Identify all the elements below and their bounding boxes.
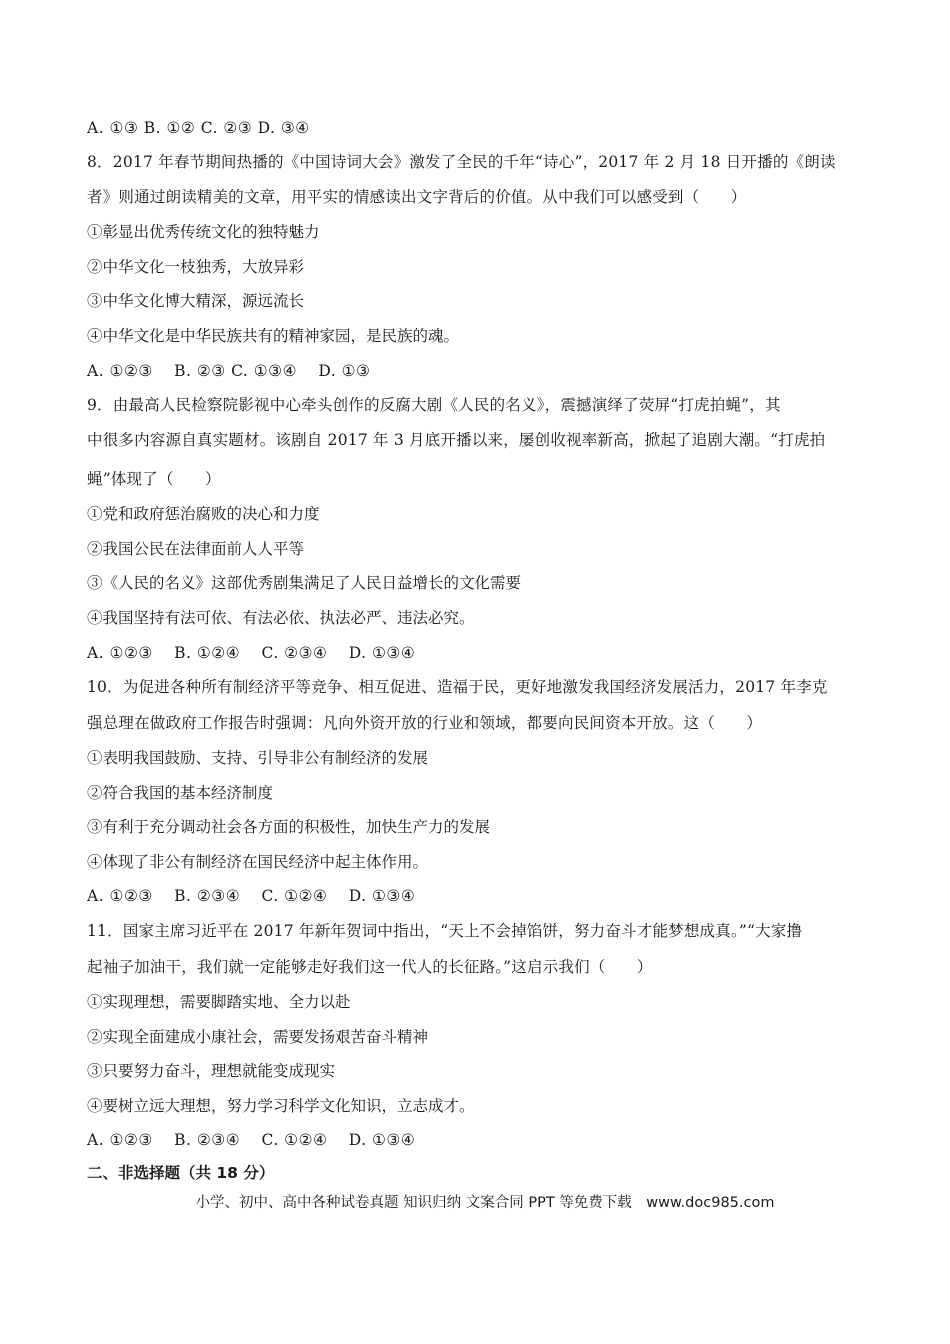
section-2-heading: 二、非选择题（共 18 分） [87,1164,275,1182]
q9-stem-line-3: 蝇”体现了（ ） [87,470,221,488]
q11-stem-line-2: 起袖子加油干，我们就一定能够走好我们这一代人的长征路。”这启示我们（ ） [87,958,653,976]
q9-stem-line-2: 中很多内容源自真实题材。该剧自 2017 年 3 月底开播以来，屡创收视率新高，掀起了追剧大潮。“打虎拍 [87,431,826,449]
q11-item-2: ②实现全面建成小康社会，需要发扬艰苦奋斗精神 [87,1028,429,1046]
q10-options: A. ①②③ B. ②③④ C. ①②④ D. ①③④ [87,887,416,905]
q8-options: A. ①②③ B. ②③ C. ①③④ D. ①③ [87,362,371,380]
q11-item-3: ③只要努力奋斗，理想就能变成现实 [87,1062,336,1080]
q9-item-2: ②我国公民在法律面前人人平等 [87,540,305,558]
q11-stem-line-1: 11．国家主席习近平在 2017 年新年贺词中指出，“天上不会掉馅饼，努力奋斗才能梦想成真。”“大家撸 [87,922,803,940]
q8-stem-line-2: 者》则通过朗读精美的文章，用平实的情感读出文字背后的价值。从中我们可以感受到（ ） [87,188,747,206]
q9-item-3: ③《人民的名义》这部优秀剧集满足了人民日益增长的文化需要 [87,574,522,592]
q11-item-1: ①实现理想，需要脚踏实地、全力以赴 [87,993,351,1011]
q11-item-4: ④要树立远大理想，努力学习科学文化知识，立志成才。 [87,1097,475,1115]
q10-stem-line-1: 10．为促进各种所有制经济平等竞争、相互促进、造福于民，更好地激发我国经济发展活力，2017 年李克 [87,678,828,696]
q10-stem-line-2: 强总理在做政府工作报告时强调：凡向外资开放的行业和领域，都要向民间资本开放。这（ ） [87,714,763,732]
q10-item-2: ②符合我国的基本经济制度 [87,784,274,802]
q8-item-3: ③中华文化博大精深，源远流长 [87,292,305,310]
q11-options: A. ①②③ B. ②③④ C. ①②④ D. ①③④ [87,1131,416,1149]
q8-stem-line-1: 8．2017 年春节期间热播的《中国诗词大会》激发了全民的千年“诗心”，2017 年 2 月 18 日开播的《朗读 [87,153,836,171]
q9-options: A. ①②③ B. ①②④ C. ②③④ D. ①③④ [87,644,416,662]
q10-item-3: ③有利于充分调动社会各方面的积极性，加快生产力的发展 [87,818,491,836]
q8-item-2: ②中华文化一枝独秀，大放异彩 [87,258,305,276]
q9-item-1: ①党和政府惩治腐败的决心和力度 [87,505,320,523]
q10-item-1: ①表明我国鼓励、支持、引导非公有制经济的发展 [87,749,429,767]
q10-item-4: ④体现了非公有制经济在国民经济中起主体作用。 [87,853,429,871]
q9-item-4: ④我国坚持有法可依、有法必依、执法必严、违法必究。 [87,609,475,627]
q9-stem-line-1: 9．由最高人民检察院影视中心牵头创作的反腐大剧《人民的名义》，震撼演绎了荧屏“打虎拍蝇”，其 [87,396,781,414]
page-footer: 小学、初中、高中各种试卷真题 知识归纳 文案合同 PPT 等免费下载 www.doc985.com [195,1195,775,1211]
q8-item-1: ①彰显出优秀传统文化的独特魅力 [87,223,320,241]
prev-question-options: A. ①③ B. ①② C. ②③ D. ③④ [87,119,310,137]
q8-item-4: ④中华文化是中华民族共有的精神家园，是民族的魂。 [87,327,460,345]
